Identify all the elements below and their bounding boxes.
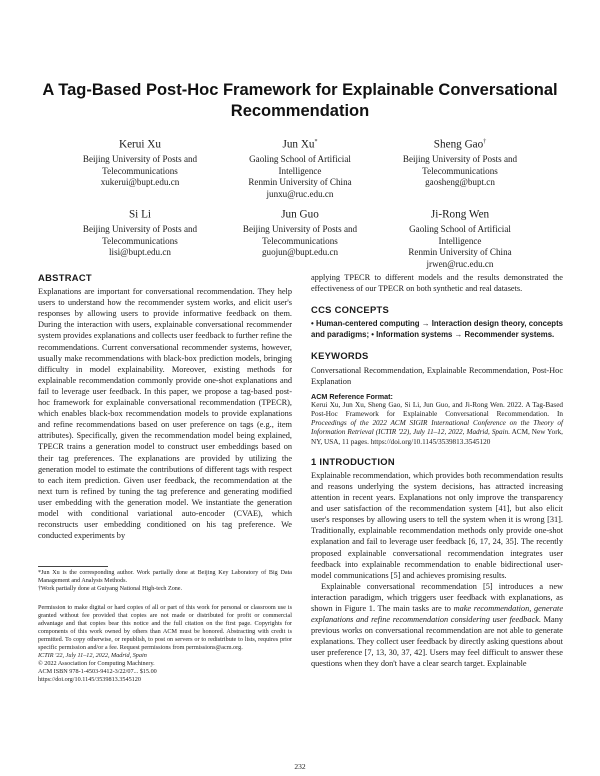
ccs-text: • Human-centered computing → Interaction design theory, concepts and paradigms; • Information systems → Recommender systems.	[311, 319, 563, 340]
author-block	[60, 135, 220, 189]
page-number: 232	[294, 762, 306, 771]
author-name: Sheng Gao†	[433, 138, 487, 151]
author-block	[220, 135, 380, 201]
author-affiliation: Beijing University of Posts and	[82, 153, 198, 164]
author-affiliation: Gaoling School of Artificial	[409, 223, 511, 234]
author-name: Jun Xu*	[282, 138, 318, 151]
author-affiliation: Beijing University of Posts and	[82, 223, 198, 234]
permission-text: Permission to make digital or hard copies of all or part of this work for personal or classroom use is granted without fee provided that copies are not made or distributed for profit or commercial advantage and that copies bear this notice and the full citation on the first page. Copyrights for components of this work owned by others than ACM must be honored. Abstracting with credit is permitted. To copy otherwise, or republish, to post on servers or to redistribute to lists, requires prior specific permission and/or a fee. Request permissions from permissions@acm.org.	[38, 604, 292, 651]
author-affiliation: Telecommunications	[262, 235, 338, 246]
author-block	[220, 205, 380, 259]
author-email: guojun@bupt.edu.cn	[261, 247, 339, 258]
author-name: Kerui Xu	[119, 138, 161, 151]
permission-block	[38, 604, 292, 684]
conference-line: ICTIR '22, July 11–12, 2022, Madrid, Spain	[38, 652, 147, 659]
author-affiliation: Renmin University of China	[248, 177, 352, 188]
right-column	[311, 272, 563, 670]
author-name: Ji-Rong Wen	[430, 208, 490, 221]
author-block	[380, 205, 540, 271]
author-affiliation: Renmin University of China	[408, 247, 512, 258]
left-column	[38, 272, 292, 541]
author-affiliation: Intelligence	[278, 165, 322, 176]
abstract-continued: applying TPECR to different models and the results demonstrated the effectiveness of our TPECR on both synthetic and real datasets.	[311, 273, 563, 294]
footnote: †Work partially done at Guiyang National High-tech Zone.	[38, 586, 183, 592]
footnotes	[38, 569, 292, 593]
author-affiliation: Beijing University of Posts and	[402, 153, 518, 164]
footnote: *Jun Xu is the corresponding author. Work partially done at Beijing Key Laboratory of Big Data Management and Analysis Methods.	[38, 570, 292, 584]
author-email: lisi@bupt.edu.cn	[109, 247, 171, 258]
author-email: jrwen@ruc.edu.cn	[426, 259, 494, 270]
author-email: xukerui@bupt.edu.cn	[100, 177, 180, 188]
author-affiliation: Telecommunications	[102, 235, 178, 246]
author-affiliation: Gaoling School of Artificial	[249, 153, 351, 164]
reference-format-heading: ACM Reference Format:	[311, 391, 393, 401]
abstract-text: Explanations are important for conversational recommendation. They help users to understand how the recommender system works, and elicit user's responses by allowing users to provide informative feedback on them. During the interaction with users, explainable conversational recommender system provides explanations and collects user feedback to further refine the recommendations. Current conversational recommender systems, however, usually make recommendations with black-box prediction models, bringing difficulty in model explainability. Moreover, existing methods for explainable recommendation commonly provide one-shot explanations and fail to leverage user feedback. In this paper, we propose a tag-based post-hoc framework for explainable conversational recommendation (TPECR), which enables black-box recommendation models to provide explanations and refine recommendations based on user preference on tags (e.g., item attributes). Specifically, given the recommendation model being explained, TPECR trains a generation model to construct user embeddings based on their tag preferences. The explanations are provided by utilizing the generation model to estimate the contributions of different tags with respect to each item prediction. Given user feedback, the recommendation at the next turn is refined by tuning the tag preference and generating modified user embedding with the generation model. We instantiate the generation model with conditional variational auto-encoder (CVAE), which reconstructs user embedding conditioned on his tag preference. We conducted experiments by	[38, 287, 292, 541]
intro-paragraph: Explainable conversational recommendation [5] introduces a new interaction paradigm, which triggers user feedback with explanations, as shown in Figure 1. The main tasks are to make recommendation, generate explanations and refine recommendation considering user feedback. Many previous works on conversational recommendation are not able to generate explanations. They collect user feedback by directly asking questions about user preference [7, 13, 30, 37, 42]. Users may feel difficult to answer these questions when they don't have a clear search target. Explainable	[311, 581, 564, 669]
intro-heading: 1 INTRODUCTION	[311, 455, 395, 467]
reference-format-text: Kerui Xu, Jun Xu, Sheng Gao, Si Li, Jun Guo, and Ji-Rong Wen. 2022. A Tag-Based Post-Hoc Framework for Explainable Conversational Recommendation. In Proceedings of the 2022 ACM SIGIR International Conference on the Theory of Information Retrieval (ICTIR '22), July 11–12, 2022, Madrid, Spain. ACM, New York, NY, USA, 11 pages. https://doi.org/10.1145/3539813.3545120	[311, 400, 563, 446]
author-affiliation: Telecommunications	[102, 165, 178, 176]
author-name: Jun Guo	[281, 208, 319, 221]
author-name: Si Li	[128, 208, 152, 221]
author-affiliation: Telecommunications	[422, 165, 498, 176]
abstract-heading: ABSTRACT	[38, 272, 92, 283]
keywords-text: Conversational Recommendation, Explainable Recommendation, Post-Hoc Explanation	[311, 365, 563, 386]
ccs-heading: CCS CONCEPTS	[311, 304, 390, 316]
footnote-rule	[38, 566, 108, 567]
author-block	[60, 205, 220, 259]
author-email: gaosheng@bupt.cn	[425, 177, 495, 188]
author-block	[380, 135, 540, 189]
author-affiliation: Intelligence	[438, 235, 482, 246]
doi-link[interactable]: https://doi.org/10.1145/3539813.3545120	[38, 676, 141, 683]
copyright-line: © 2022 Association for Computing Machinery.	[38, 660, 155, 667]
keywords-heading: KEYWORDS	[311, 350, 369, 362]
author-email: junxu@ruc.edu.cn	[266, 189, 334, 200]
isbn-line: ACM ISBN 978-1-4503-9412-3/22/07... $15.00	[38, 668, 157, 675]
author-affiliation: Beijing University of Posts and	[242, 223, 358, 234]
intro-paragraph: Explainable recommendation, which provides both recommendation results and reasons underlying the system decisions, has attracted increasing attention in recent years. Explanations not only improve the transparency and user satisfaction of the recommendation system [41], but also elicit user's responses by allowing users to tell the system when it is wrong [31]. Traditionally, explainable recommendation methods only provide one-shot explanation and fail to leverage user feedback [6, 17, 24, 35]. The recently proposed explainable conversational recommendation integrates user feedback into explainable recommendation to enable bidirectional user-model communications [5] and achieves promising results.	[311, 470, 563, 580]
paper-title: A Tag-Based Post-Hoc Framework for Explainable Conversational Recommendation	[42, 81, 558, 120]
